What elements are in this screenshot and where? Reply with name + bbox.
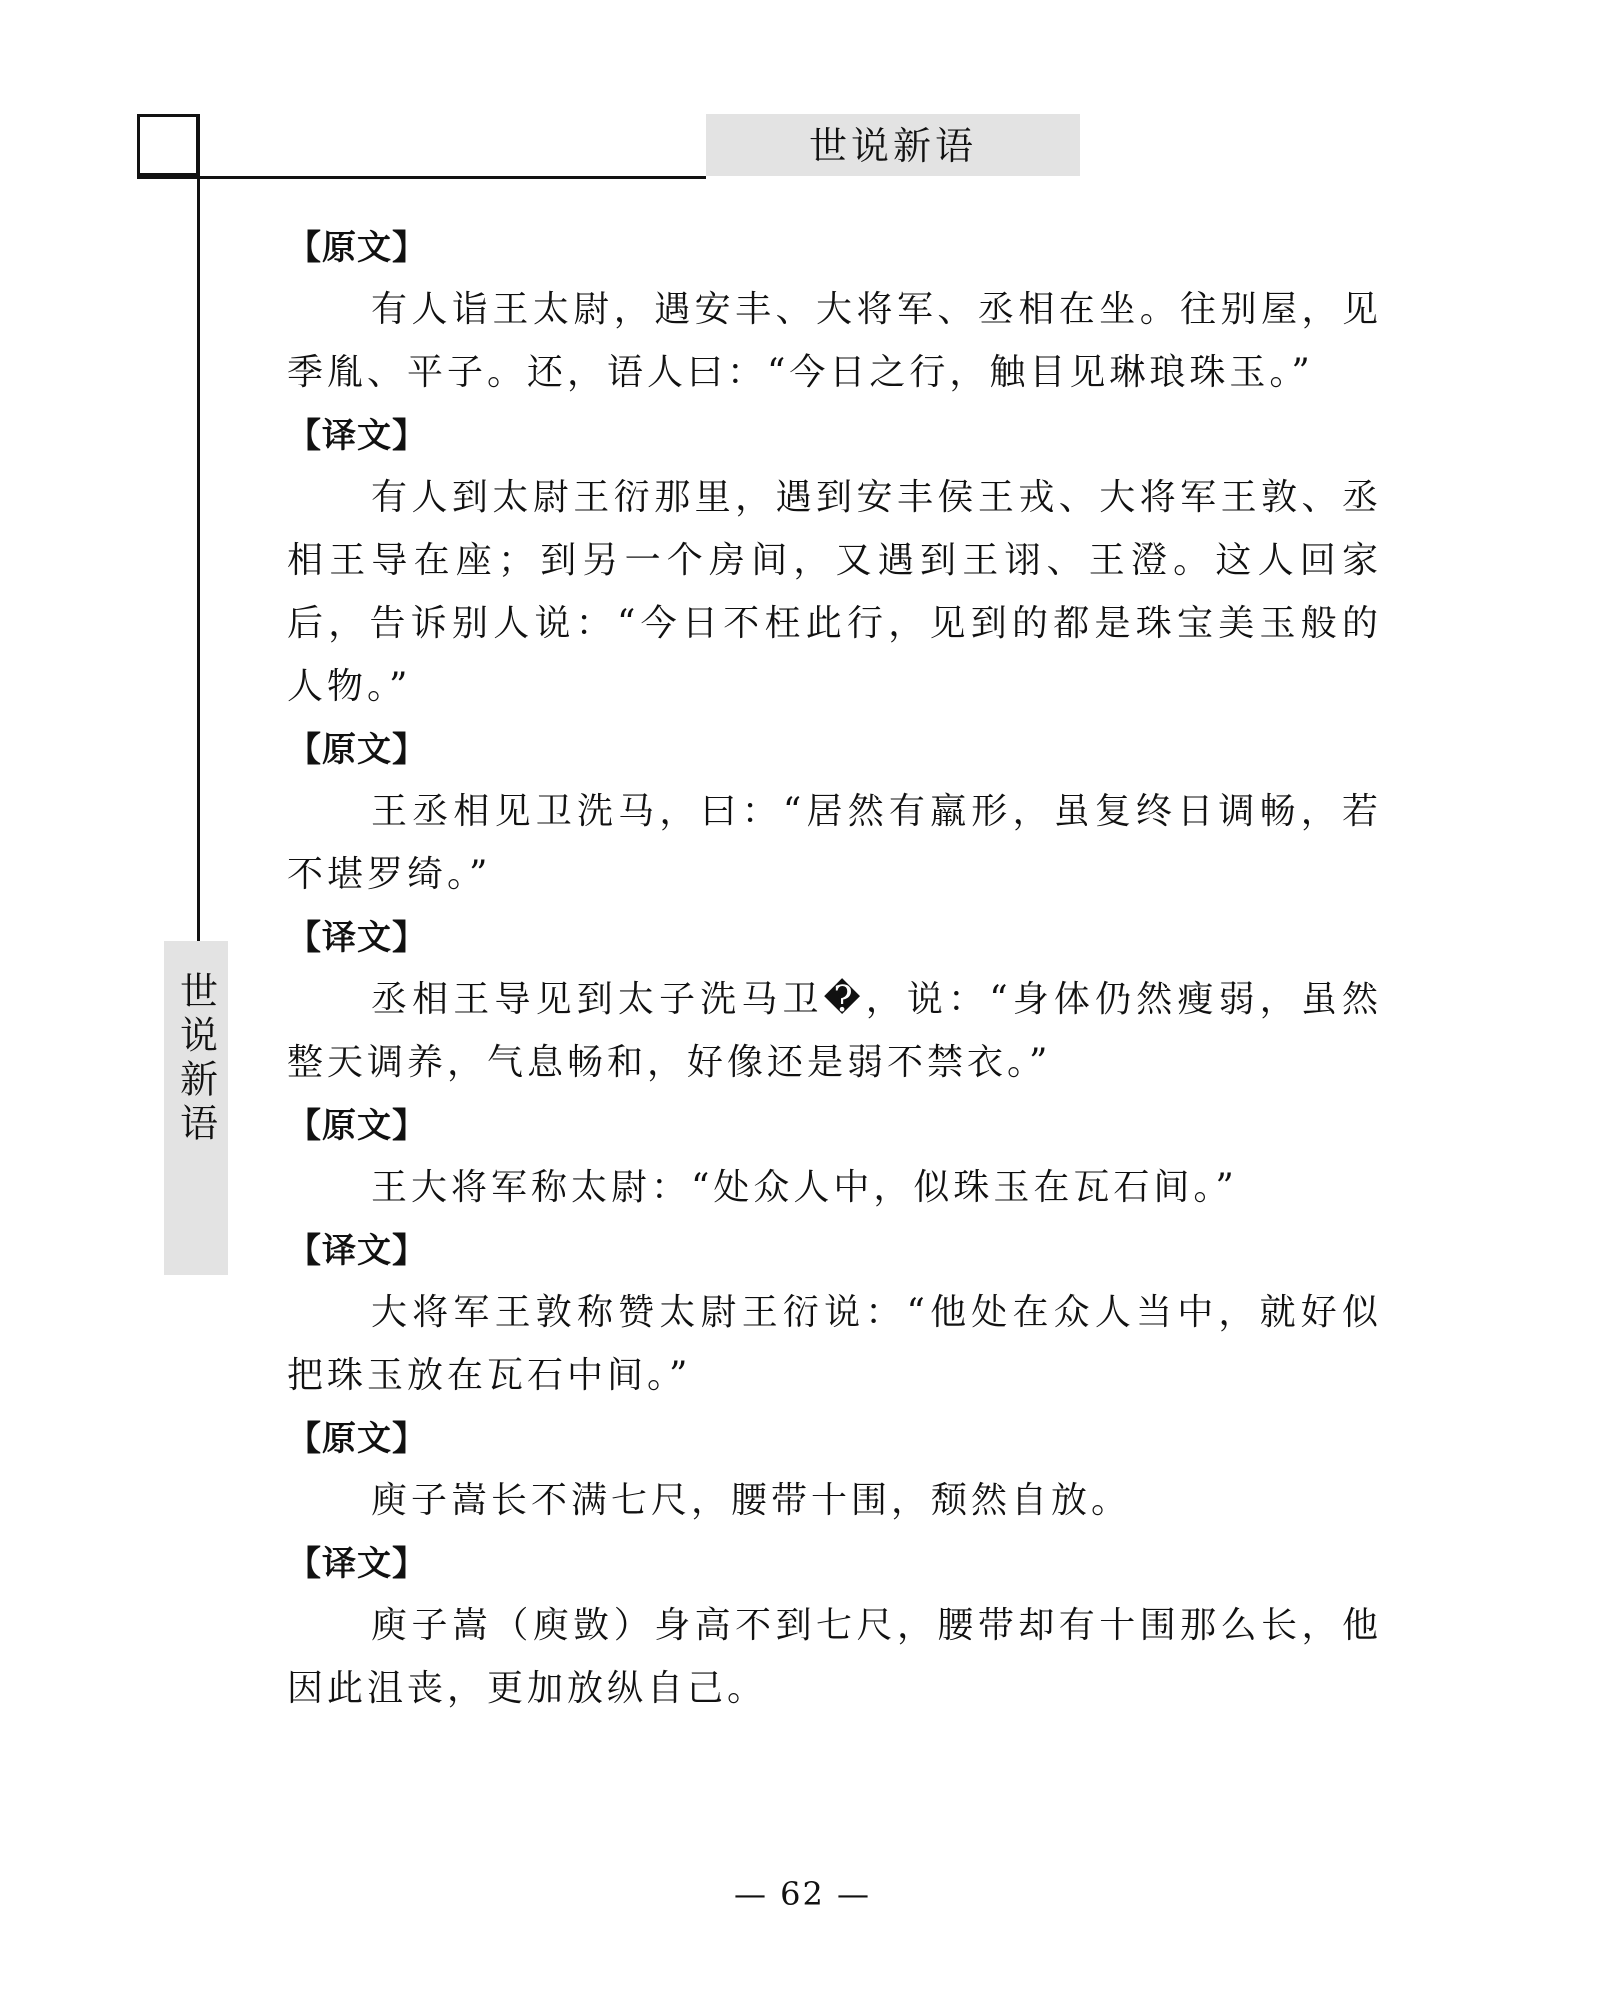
corner-frame-box (137, 114, 199, 176)
section-label: 【原文】 (287, 228, 427, 268)
section-text: 大将军王敦称赞太尉王衍说：“他处在众人当中，就好似把珠玉放在瓦石中间。” (287, 1292, 1382, 1396)
section-text: 丞相王导见到太子洗马卫�，说：“身体仍然瘦弱，虽然整天调养，气息畅和，好像还是弱不禁衣。” (287, 979, 1382, 1083)
section-translation (287, 908, 1382, 1094)
section-label: 【译文】 (287, 1544, 427, 1584)
section-label: 【译文】 (287, 1231, 427, 1271)
section-original (287, 1409, 1382, 1532)
header-rule (137, 176, 706, 179)
section-label: 【原文】 (287, 730, 427, 770)
section-translation (287, 1221, 1382, 1407)
side-tab-text: 世说新语 (173, 971, 218, 1147)
margin-rule (197, 114, 200, 941)
section-text: 庾子嵩（庾敳）身高不到七尺，腰带却有十围那么长，他因此沮丧，更加放纵自己。 (287, 1605, 1382, 1709)
section-original (287, 218, 1382, 404)
section-text: 庾子嵩长不满七尺，腰带十围，颓然自放。 (371, 1480, 1132, 1521)
section-label: 【译文】 (287, 918, 427, 958)
section-label: 【译文】 (287, 416, 427, 456)
section-text: 王大将军称太尉：“处众人中，似珠玉在瓦石间。” (371, 1167, 1238, 1208)
section-original (287, 1096, 1382, 1219)
main-text (287, 218, 1382, 1722)
section-text: 有人诣王太尉，遇安丰、大将军、丞相在坐。往别屋，见季胤、平子。还，语人曰：“今日之行，触目见琳琅珠玉。” (287, 289, 1382, 393)
section-original (287, 720, 1382, 906)
section-translation (287, 1534, 1382, 1720)
header-title: 世说新语 (808, 124, 977, 168)
page-number: — 62 — (733, 1875, 872, 1913)
section-text: 有人到太尉王衍那里，遇到安丰侯王戎、大将军王敦、丞相王导在座；到另一个房间，又遇到王诩、王澄。这人回家后，告诉别人说：“今日不枉此行，见到的都是珠宝美玉般的人物。” (287, 477, 1382, 707)
section-text: 王丞相见卫洗马，曰：“居然有羸形，虽复终日调畅，若不堪罗绮。” (287, 791, 1382, 895)
side-tab (164, 941, 228, 1275)
section-label: 【原文】 (287, 1106, 427, 1146)
running-header (706, 114, 1080, 176)
section-translation (287, 406, 1382, 718)
section-label: 【原文】 (287, 1419, 427, 1459)
